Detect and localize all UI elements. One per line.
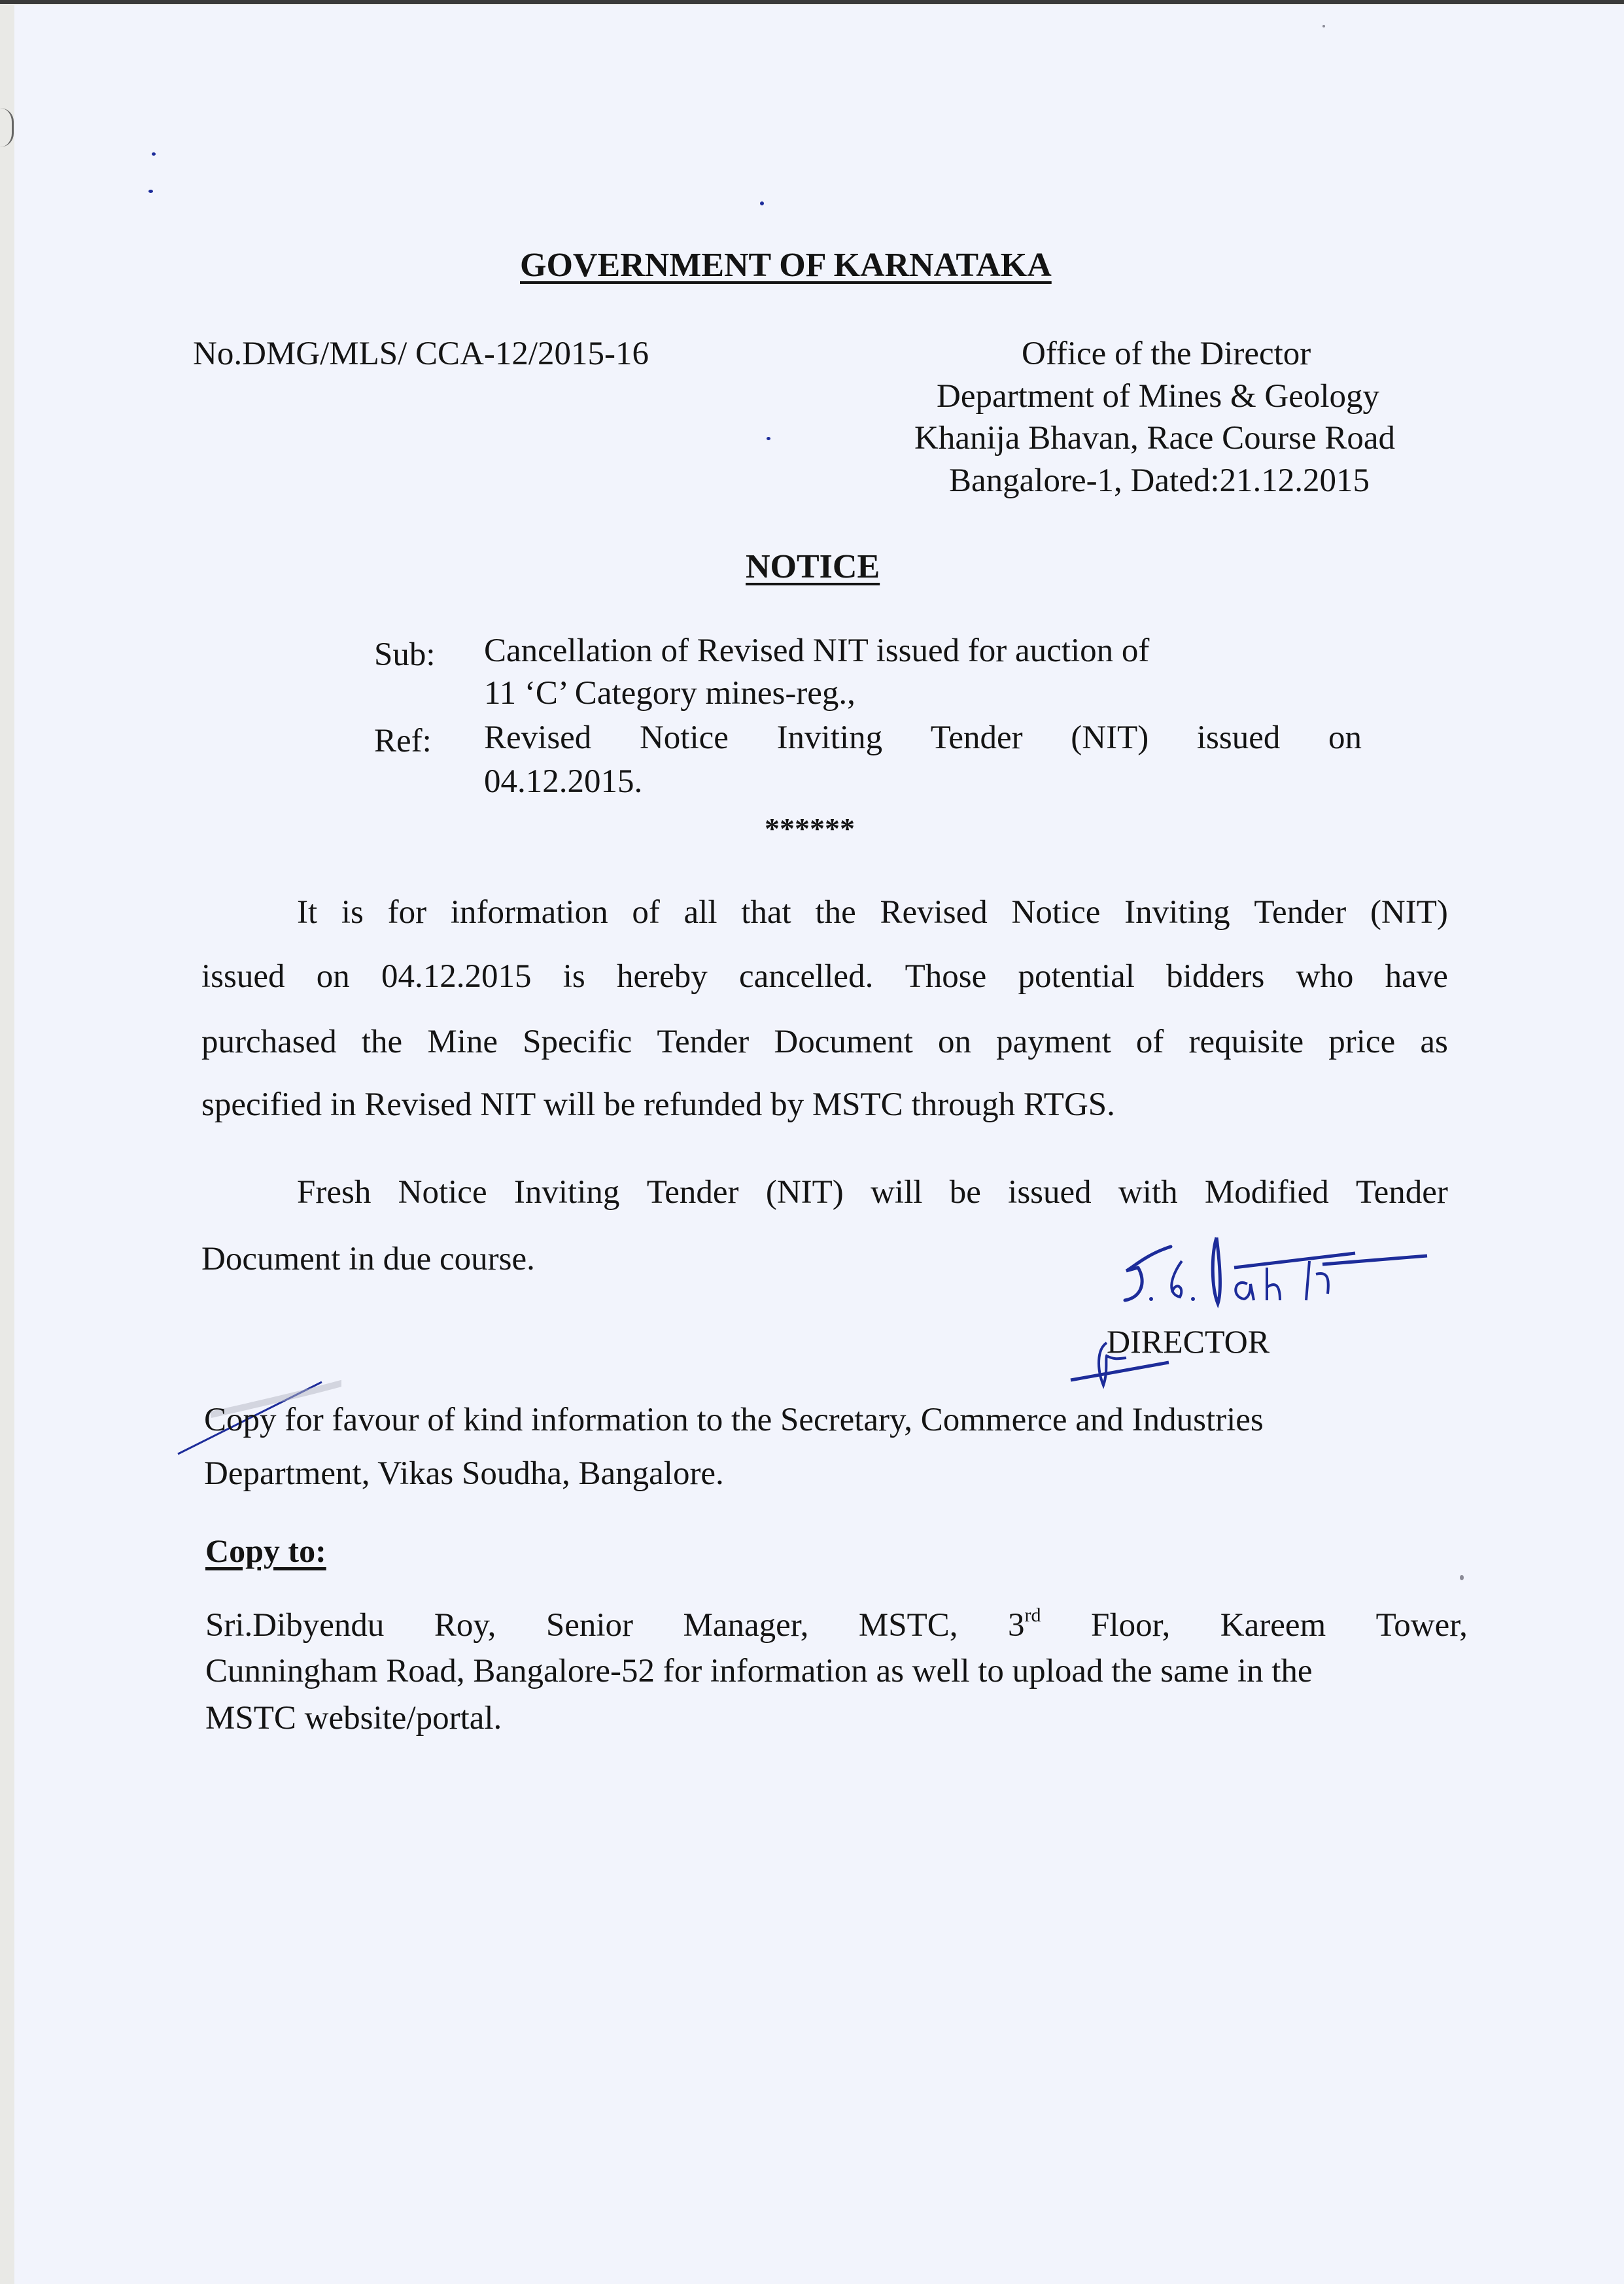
word: Manager,: [683, 1607, 809, 1644]
reference-label: Ref:: [374, 723, 432, 759]
word: on: [937, 1024, 971, 1060]
copy-to-line-3: MSTC website/portal.: [205, 1700, 502, 1737]
word: for: [387, 894, 427, 931]
word: on: [1328, 719, 1362, 756]
word: hereby: [617, 958, 708, 995]
copy-to-line-1: [205, 1604, 1468, 1644]
word: Roy,: [434, 1607, 496, 1644]
initials-mark: [1067, 1340, 1185, 1392]
word: on: [316, 958, 350, 995]
word: Tower,: [1375, 1607, 1468, 1644]
word: issued: [1008, 1174, 1092, 1211]
word: Mine: [427, 1024, 498, 1060]
word: Modified: [1204, 1174, 1329, 1211]
office-line-2: Department of Mines & Geology: [937, 378, 1380, 415]
word: (NIT): [1370, 894, 1448, 931]
word: payment: [996, 1024, 1111, 1060]
word: is: [341, 894, 364, 931]
word: is: [562, 958, 585, 995]
word: of: [1135, 1024, 1164, 1060]
word: Inviting: [513, 1174, 620, 1211]
word: the: [815, 894, 856, 931]
reference-line-2: 04.12.2015.: [484, 763, 643, 800]
ink-speck: [152, 152, 156, 156]
word: bidders: [1166, 958, 1265, 995]
notice-title: NOTICE: [746, 548, 880, 585]
word: Sri.Dibyendu: [205, 1607, 385, 1644]
word: Revised: [484, 719, 592, 756]
office-line-4-date: Bangalore-1, Dated:21.12.2015: [949, 462, 1370, 499]
paragraph1-line-1: [297, 896, 1448, 929]
reference-line-1: [484, 721, 1362, 755]
director-signature: [1120, 1235, 1434, 1320]
word: issued: [1196, 719, 1281, 756]
word: be: [949, 1174, 981, 1211]
word: Inviting: [776, 719, 883, 756]
word: the: [361, 1024, 403, 1060]
separator-asterisks: ******: [765, 812, 855, 845]
word: have: [1385, 958, 1448, 995]
word: Document: [774, 1024, 913, 1060]
subject-line-1: Cancellation of Revised NIT issued for auction of: [484, 632, 1150, 669]
ordinal-number: 3: [1008, 1607, 1025, 1644]
word: will: [871, 1174, 923, 1211]
word: Floor,: [1091, 1607, 1171, 1644]
word: requisite: [1188, 1024, 1304, 1060]
ink-speck: [767, 437, 770, 440]
government-heading: GOVERNMENT OF KARNATAKA: [520, 247, 1052, 284]
subject-label: Sub:: [374, 636, 436, 673]
word: that: [741, 894, 791, 931]
paragraph1-line-3: [201, 1026, 1448, 1059]
word: potential: [1018, 958, 1135, 995]
office-line-1: Office of the Director: [1022, 336, 1311, 372]
word: all: [683, 894, 717, 931]
word: Notice: [639, 719, 729, 756]
word: 04.12.2015: [381, 958, 532, 995]
word: It: [297, 894, 318, 931]
word: Tender: [1356, 1174, 1448, 1211]
director-designation: DIRECTOR: [1107, 1323, 1270, 1360]
scanner-clip-mark: [0, 108, 14, 147]
word: Tender: [930, 719, 1023, 756]
dust-speck: [1460, 1575, 1464, 1580]
dust-speck: [1322, 25, 1325, 27]
word: (NIT): [1071, 719, 1149, 756]
word: Inviting: [1124, 894, 1230, 931]
word: Fresh: [297, 1174, 371, 1211]
word: with: [1118, 1174, 1178, 1211]
word: Revised: [880, 894, 988, 931]
copy-to-line-2: Cunningham Road, Bangalore-52 for information as well to upload the same in the: [205, 1653, 1313, 1689]
scan-edge: [0, 0, 1624, 4]
paragraph1-line-4: specified in Revised NIT will be refunded by MSTC through RTGS.: [201, 1086, 1115, 1123]
word: Tender: [657, 1024, 750, 1060]
ink-speck: [148, 190, 153, 193]
word: Senior: [545, 1607, 633, 1644]
word: Specific: [523, 1024, 632, 1060]
office-line-3: Khanija Bhavan, Race Course Road: [914, 420, 1396, 457]
copy-for-line-2: Department, Vikas Soudha, Bangalore.: [204, 1455, 724, 1492]
word: of: [632, 894, 660, 931]
subject-line-2: 11 ‘C’ Category mines-reg.,: [484, 675, 855, 712]
ordinal-word: [1008, 1604, 1041, 1644]
word: Those: [905, 958, 987, 995]
document-page: [14, 5, 1624, 2284]
word: Notice: [1011, 894, 1101, 931]
copy-for-line-1: Copy for favour of kind information to the Secretary, Commerce and Industries: [204, 1402, 1264, 1438]
reference-number: No.DMG/MLS/ CCA-12/2015-16: [193, 336, 649, 372]
paragraph1-line-2: [201, 960, 1448, 994]
word: purchased: [201, 1024, 337, 1060]
ink-speck: [760, 201, 764, 205]
paragraph2-line-2: Document in due course.: [201, 1241, 535, 1277]
ordinal-suffix: rd: [1024, 1604, 1041, 1626]
word: as: [1420, 1024, 1448, 1060]
word: MSTC,: [858, 1607, 958, 1644]
word: Notice: [398, 1174, 487, 1211]
word: information: [450, 894, 608, 931]
word: Kareem: [1220, 1607, 1326, 1644]
word: price: [1328, 1024, 1396, 1060]
word: cancelled.: [739, 958, 874, 995]
paragraph2-line-1: [297, 1176, 1448, 1209]
word: Tender: [1254, 894, 1347, 931]
copy-to-heading: Copy to:: [205, 1532, 326, 1569]
word: issued: [201, 958, 285, 995]
word: who: [1296, 958, 1354, 995]
word: Tender: [646, 1174, 739, 1211]
word: (NIT): [765, 1174, 844, 1211]
